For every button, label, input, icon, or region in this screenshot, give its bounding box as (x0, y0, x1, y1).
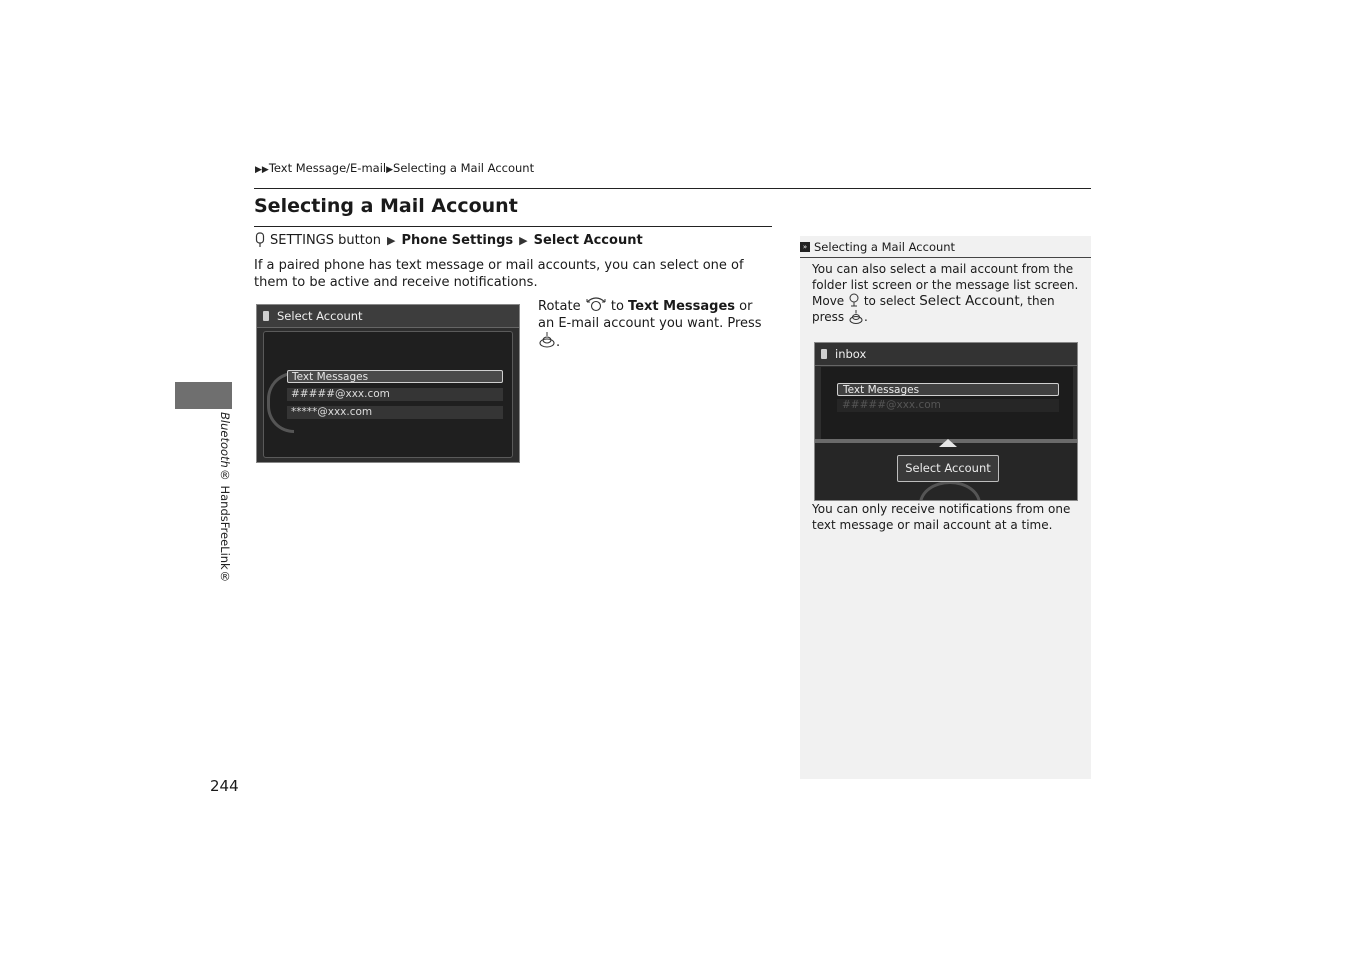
note-footer: You can only receive notifications from one text message or mail account at a time. (812, 502, 1071, 532)
phone-icon (263, 311, 269, 321)
instruction-text: or an E-mail account you want. Press (538, 299, 762, 331)
move-knob-icon (848, 293, 860, 307)
chapter-label-rest: HandsFreeLink® (218, 481, 232, 584)
select-account-button[interactable]: Select Account (897, 455, 999, 482)
screen-title: inbox (835, 347, 867, 361)
settings-button-label: SETTINGS button (270, 232, 382, 248)
settings-path (255, 232, 643, 248)
press-knob-icon (848, 310, 864, 324)
path-arrow-icon: ▶ (519, 233, 528, 247)
list-item[interactable]: #####@xxx.com (287, 388, 503, 401)
note-emphasis: Select Account (919, 293, 1020, 309)
instruction-text: . (556, 335, 561, 350)
instruction-bold: Text Messages (628, 299, 735, 314)
header-rule (254, 188, 1091, 189)
inbox-screenshot (814, 342, 1078, 501)
screen-title: Select Account (277, 309, 363, 323)
note-text: , then press (812, 294, 1055, 324)
instruction-text: to (610, 299, 624, 314)
note-text: You can also select a mail account from the folder list screen or the message list screen. Move (812, 262, 1079, 308)
select-account-label: Select Account (533, 232, 643, 248)
select-account-screenshot (256, 304, 520, 463)
phone-icon (821, 349, 827, 359)
note-heading (800, 236, 1091, 258)
breadcrumb-item: Text Message/E-mail (268, 161, 387, 175)
title-rule (254, 226, 772, 227)
note-panel (800, 236, 1091, 779)
intro-paragraph: If a paired phone has text message or mail accounts, you can select one of them to be active and receive notifications. (254, 258, 744, 290)
home-button-icon (255, 232, 265, 248)
note-body (812, 261, 1080, 325)
chapter-label (218, 412, 232, 584)
list-item[interactable]: #####@xxx.com (837, 399, 1059, 412)
rotate-knob-icon (585, 296, 607, 312)
chapter-tab (175, 382, 232, 409)
list-item[interactable]: Text Messages (837, 383, 1059, 396)
screen-header (257, 305, 519, 328)
instruction-text: Rotate (538, 299, 581, 314)
chapter-label-italic: Bluetooth® (218, 412, 232, 482)
list-item[interactable]: Text Messages (287, 370, 503, 383)
press-knob-icon (538, 332, 556, 348)
list-item[interactable]: *****@xxx.com (287, 406, 503, 419)
note-text: . (864, 310, 868, 324)
path-arrow-icon: ▶ (387, 233, 396, 247)
rotate-instruction (538, 296, 770, 351)
breadcrumb-item: Selecting a Mail Account (393, 161, 535, 175)
note-text: to select (863, 294, 916, 308)
screen-header (815, 343, 1077, 366)
phone-settings-label: Phone Settings (401, 232, 514, 248)
note-marker-icon: » (800, 242, 810, 252)
breadcrumb-arrow-icon: ▶ (386, 165, 394, 175)
screen-list (263, 331, 513, 458)
breadcrumb (255, 161, 534, 175)
page-number: 244 (210, 777, 239, 795)
page-title: Selecting a Mail Account (254, 195, 518, 217)
note-heading-text: Selecting a Mail Account (814, 239, 956, 254)
up-arrow-icon (939, 439, 957, 447)
breadcrumb-arrow-icon: ▶▶ (255, 165, 269, 175)
